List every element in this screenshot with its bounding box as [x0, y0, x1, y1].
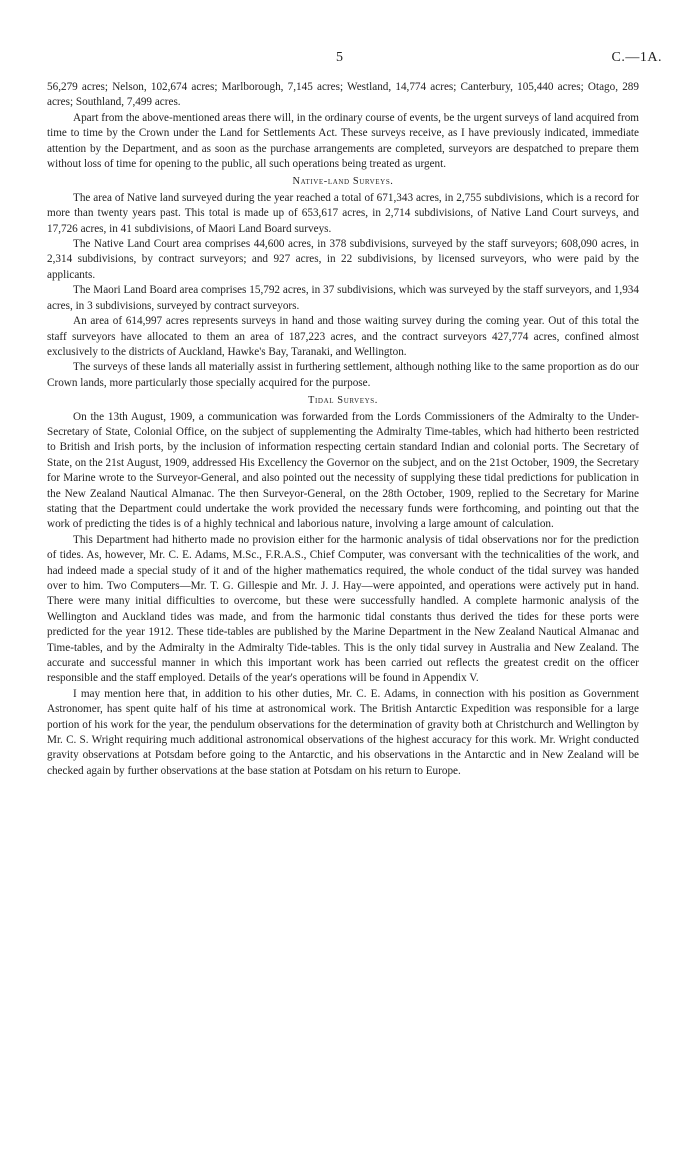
paragraph-native-land-2: The Native Land Court area comprises 44,600 acres, in 378 subdivisions, surveyed by the staff surveyors; 608,090 acres, in 2,314 subdivisions, by contract surveyors; and 927 acres, in 22 subdivisions, by licensed surveyors, who were paid by the applicants.: [47, 238, 639, 281]
paragraph-native-land-3: The Maori Land Board area comprises 15,792 acres, in 37 subdivisions, which was surveyed by the staff surveyors, and 1,934 acres, in 3 subdivisions, surveyed by contract surveyors.: [47, 284, 639, 312]
document-reference: C.—1A.: [611, 50, 662, 65]
paragraph-native-land-4: An area of 614,997 acres represents surveys in hand and those waiting survey during the coming year. Out of this total the staff surveyors have allocated to them an area of 187,223 acres, and the contract surveyors 427,774 acres, confined almost exclusively to the districts of Auckland, Hawke's Bay, Taranaki, and Wellington.: [47, 315, 639, 358]
heading-native-land-surveys: Native-land Surveys.: [292, 176, 394, 188]
paragraph-native-land-5: The surveys of these lands all materially assist in furthering settlement, although nothing like to the same proportion as do our Crown lands, more particularly those specially acquired for the purpose.: [47, 361, 639, 389]
heading-tidal-surveys: Tidal Surveys.: [308, 395, 378, 407]
page-header: [0, 50, 700, 70]
paragraph-native-land-1: The area of Native land surveyed during the year reached a total of 671,343 acres, in 2,755 subdivisions, which is a record for more than twenty years past. This total is made up of 653,617 acres, in 2,714 subdivisions, of Native Land Court surveys, and 17,726 acres, in 41 subdivisions, of Maori Land Board surveys.: [47, 191, 639, 235]
paragraph-tidal-2: This Department had hitherto made no provision either for the harmonic analysis of tidal observations nor for the prediction of tides. As, however, Mr. C. E. Adams, M.Sc., F.R.A.S., Chief Computer, was conversant with the technicalities of the work, and had indeed made a special study of it and of the higher mathematics required, the whole conduct of the tidal survey was handed over to him. Two Computers—Mr. T. G. Gillespie and Mr. J. J. Hay—were appointed, and operations were actively put in hand. There were many initial difficulties to overcome, but these were successfully handled. A complete harmonic analysis of the Wellington and Auckland tides was made, and from the harmonic tidal constants thus derived the tides for these ports were predicted for the year 1912. These tide-tables are published by the Marine Department in the New Zealand Nautical Almanac and Time-tables, and by the Admiralty in the Admiralty Tide-tables. This is the only tidal survey in Australia and New Zealand. The accurate and successful manner in which this important work has been carried out reflects the greatest credit on the officer responsible and the staff employed. Details of the year's operations will be found in Appendix V.: [47, 533, 639, 685]
paragraph-tidal-1: On the 13th August, 1909, a communication was forwarded from the Lords Commissioners of the Admiralty to the Under-Secretary of State, Colonial Office, on the subject of supplementing the Admiralty Time-tables, which had hitherto been restricted to British and Irish ports, by the inclusion of information respecting certain standard Indian and colonial ports. The Secretary of State, on the 21st August, 1909, addressed His Excellency the Governor on the subject, and on the 21st October, 1909, the Secretary for Marine wrote to the Surveyor-General, and also pointed out the necessity of supplying these tidal predictions for publication in the New Zealand Nautical Almanac. The then Surveyor-General, on the 28th October, 1909, replied to the Secretary for Marine stating that the Department could undertake the work provided the necessary funds were forthcoming, and pointing out that the work of predicting the tides is of a highly technical and laborious nature, involving a large amount of calculation.: [47, 410, 639, 531]
page-number: 5: [336, 50, 343, 65]
paragraph-tidal-3: I may mention here that, in addition to his other duties, Mr. C. E. Adams, in connection with his position as Government Astronomer, has spent quite half of his time at astronomical work. The British Antarctic Expedition was responsible for a large portion of his work for the year, the pendulum observations for the determination of gravity both at Christchurch and Wellington by Mr. C. S. Wright requiring much additional astronomical observations of the highest accuracy for this work. Mr. Wright conducted gravity observations at Potsdam before going to the Antarctic, and his observations in the Antarctic and in New Zealand will be checked again by further observations at the base station at Potsdam on his return to Europe.: [47, 687, 639, 777]
paragraph-acreage-continued: 56,279 acres; Nelson, 102,674 acres; Marlborough, 7,145 acres; Westland, 14,774 acres; Canterbury, 105,440 acres; Otago, 289 acres; Southland, 7,499 acres.: [47, 81, 639, 109]
body-text: [47, 80, 639, 779]
paragraph-urgent-surveys: Apart from the above-mentioned areas there will, in the ordinary course of events, be the urgent surveys of land acquired from time to time by the Crown under the Land for Settlements Act. These surveys receive, as I have previously indicated, immediate attention by the Department, and as soon as the purchase arrangements are completed, surveyors are despatched to prepare them without loss of time for opening to the public, all such operations being treated as urgent.: [47, 111, 639, 171]
